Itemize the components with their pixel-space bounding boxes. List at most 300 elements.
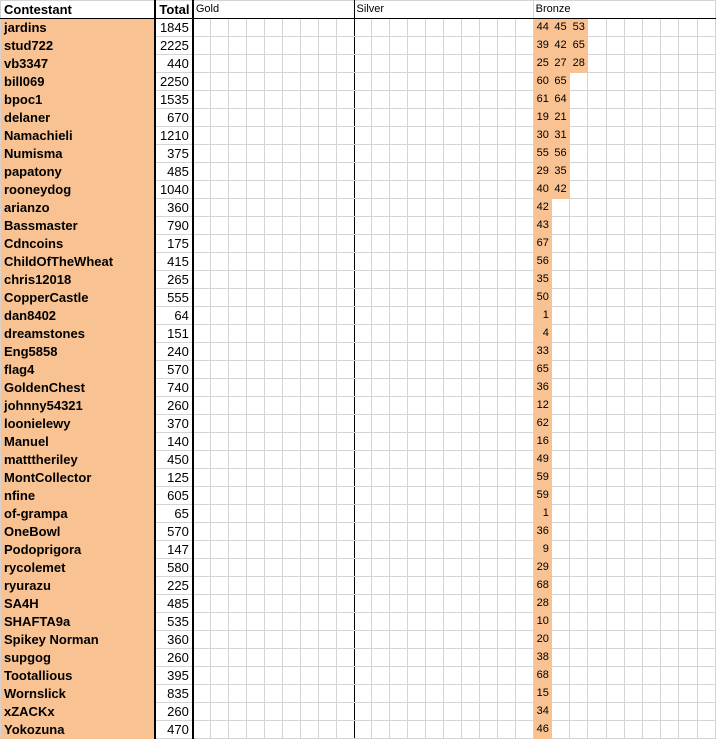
silver-cell[interactable]	[390, 469, 408, 487]
silver-cell[interactable]	[408, 73, 426, 91]
silver-cell[interactable]	[515, 703, 533, 721]
total-cell[interactable]: 605	[155, 487, 192, 505]
silver-cell[interactable]	[390, 307, 408, 325]
gold-cell[interactable]	[247, 253, 265, 271]
bronze-cell[interactable]	[588, 397, 606, 415]
total-cell[interactable]: 370	[155, 415, 192, 433]
gold-cell[interactable]	[300, 181, 318, 199]
bronze-cell[interactable]	[570, 127, 588, 145]
bronze-cell[interactable]	[606, 145, 624, 163]
bronze-cell[interactable]	[642, 253, 660, 271]
bronze-cell[interactable]	[551, 325, 569, 343]
gold-cell[interactable]	[336, 415, 354, 433]
total-cell[interactable]: 360	[155, 199, 192, 217]
silver-cell[interactable]	[497, 325, 515, 343]
bronze-cell[interactable]	[697, 541, 715, 559]
contestant-name-cell[interactable]: ChildOfTheWheat	[1, 253, 156, 271]
silver-cell[interactable]	[426, 181, 444, 199]
silver-cell[interactable]	[461, 235, 479, 253]
bronze-cell[interactable]	[570, 451, 588, 469]
bronze-cell[interactable]	[679, 127, 697, 145]
silver-cell[interactable]	[444, 469, 462, 487]
gold-cell[interactable]	[336, 127, 354, 145]
contestant-name-cell[interactable]: arianzo	[1, 199, 156, 217]
bronze-cell[interactable]	[624, 73, 642, 91]
bronze-cell[interactable]	[697, 595, 715, 613]
gold-cell[interactable]	[282, 559, 300, 577]
silver-cell[interactable]	[515, 361, 533, 379]
bronze-cell[interactable]	[642, 631, 660, 649]
bronze-cell[interactable]	[661, 505, 679, 523]
gold-cell[interactable]	[211, 505, 229, 523]
contestant-name-cell[interactable]: xZACKx	[1, 703, 156, 721]
gold-cell[interactable]	[282, 91, 300, 109]
bronze-cell[interactable]	[642, 721, 660, 739]
bronze-cell[interactable]	[679, 91, 697, 109]
bronze-cell[interactable]	[588, 721, 606, 739]
gold-cell[interactable]	[193, 703, 211, 721]
gold-cell[interactable]	[318, 145, 336, 163]
bronze-cell[interactable]	[606, 217, 624, 235]
gold-cell[interactable]	[211, 649, 229, 667]
bronze-value-cell[interactable]: 65	[570, 37, 588, 55]
contestant-name-cell[interactable]: nfine	[1, 487, 156, 505]
bronze-value-cell[interactable]: 42	[551, 181, 569, 199]
total-cell[interactable]: 225	[155, 577, 192, 595]
bronze-cell[interactable]	[661, 361, 679, 379]
contestant-name-cell[interactable]: bill069	[1, 73, 156, 91]
bronze-cell[interactable]	[642, 325, 660, 343]
silver-cell[interactable]	[461, 289, 479, 307]
silver-cell[interactable]	[444, 181, 462, 199]
gold-cell[interactable]	[300, 469, 318, 487]
gold-cell[interactable]	[318, 325, 336, 343]
bronze-value-cell[interactable]: 59	[533, 469, 551, 487]
gold-cell[interactable]	[282, 163, 300, 181]
gold-cell[interactable]	[211, 415, 229, 433]
bronze-value-cell[interactable]: 1	[533, 307, 551, 325]
silver-cell[interactable]	[461, 109, 479, 127]
gold-cell[interactable]	[300, 253, 318, 271]
total-cell[interactable]: 151	[155, 325, 192, 343]
bronze-cell[interactable]	[679, 397, 697, 415]
silver-cell[interactable]	[497, 91, 515, 109]
gold-cell[interactable]	[282, 541, 300, 559]
silver-cell[interactable]	[515, 325, 533, 343]
gold-cell[interactable]	[229, 433, 247, 451]
silver-cell[interactable]	[354, 325, 372, 343]
total-cell[interactable]: 1040	[155, 181, 192, 199]
contestant-name-cell[interactable]: dreamstones	[1, 325, 156, 343]
gold-cell[interactable]	[193, 451, 211, 469]
silver-cell[interactable]	[461, 559, 479, 577]
gold-cell[interactable]	[229, 667, 247, 685]
silver-cell[interactable]	[426, 163, 444, 181]
gold-cell[interactable]	[247, 163, 265, 181]
bronze-cell[interactable]	[642, 163, 660, 181]
silver-cell[interactable]	[515, 451, 533, 469]
gold-cell[interactable]	[282, 451, 300, 469]
silver-cell[interactable]	[497, 415, 515, 433]
contestant-name-cell[interactable]: Numisma	[1, 145, 156, 163]
bronze-cell[interactable]	[606, 451, 624, 469]
gold-cell[interactable]	[300, 325, 318, 343]
silver-cell[interactable]	[354, 55, 372, 73]
silver-cell[interactable]	[444, 163, 462, 181]
silver-cell[interactable]	[354, 307, 372, 325]
contestant-name-cell[interactable]: Tootallious	[1, 667, 156, 685]
bronze-cell[interactable]	[588, 487, 606, 505]
silver-cell[interactable]	[390, 73, 408, 91]
silver-cell[interactable]	[372, 631, 390, 649]
gold-cell[interactable]	[318, 505, 336, 523]
bronze-cell[interactable]	[588, 325, 606, 343]
bronze-cell[interactable]	[606, 325, 624, 343]
silver-cell[interactable]	[444, 91, 462, 109]
gold-cell[interactable]	[264, 397, 282, 415]
silver-cell[interactable]	[372, 253, 390, 271]
silver-cell[interactable]	[390, 199, 408, 217]
gold-cell[interactable]	[282, 145, 300, 163]
silver-cell[interactable]	[461, 181, 479, 199]
silver-cell[interactable]	[426, 523, 444, 541]
silver-cell[interactable]	[479, 613, 497, 631]
gold-cell[interactable]	[264, 145, 282, 163]
gold-cell[interactable]	[300, 577, 318, 595]
total-header[interactable]: Total	[155, 1, 192, 19]
total-cell[interactable]: 450	[155, 451, 192, 469]
bronze-cell[interactable]	[570, 721, 588, 739]
gold-cell[interactable]	[211, 721, 229, 739]
silver-cell[interactable]	[390, 271, 408, 289]
gold-cell[interactable]	[282, 235, 300, 253]
bronze-cell[interactable]	[551, 343, 569, 361]
bronze-cell[interactable]	[661, 55, 679, 73]
gold-cell[interactable]	[229, 703, 247, 721]
bronze-cell[interactable]	[642, 271, 660, 289]
bronze-cell[interactable]	[551, 703, 569, 721]
silver-cell[interactable]	[372, 649, 390, 667]
silver-cell[interactable]	[497, 361, 515, 379]
bronze-cell[interactable]	[697, 145, 715, 163]
gold-cell[interactable]	[211, 667, 229, 685]
bronze-cell[interactable]	[606, 649, 624, 667]
bronze-cell[interactable]	[697, 199, 715, 217]
gold-cell[interactable]	[193, 379, 211, 397]
silver-cell[interactable]	[461, 307, 479, 325]
bronze-cell[interactable]	[679, 343, 697, 361]
gold-cell[interactable]	[282, 613, 300, 631]
bronze-cell[interactable]	[606, 109, 624, 127]
gold-cell[interactable]	[264, 253, 282, 271]
gold-cell[interactable]	[336, 451, 354, 469]
bronze-cell[interactable]	[697, 235, 715, 253]
silver-cell[interactable]	[461, 541, 479, 559]
gold-cell[interactable]	[247, 631, 265, 649]
bronze-cell[interactable]	[679, 325, 697, 343]
bronze-cell[interactable]	[697, 73, 715, 91]
silver-cell[interactable]	[408, 253, 426, 271]
gold-cell[interactable]	[229, 721, 247, 739]
bronze-cell[interactable]	[624, 181, 642, 199]
bronze-cell[interactable]	[642, 523, 660, 541]
silver-cell[interactable]	[479, 343, 497, 361]
silver-cell[interactable]	[372, 343, 390, 361]
contestant-name-cell[interactable]: ryurazu	[1, 577, 156, 595]
bronze-cell[interactable]	[661, 523, 679, 541]
silver-cell[interactable]	[354, 145, 372, 163]
gold-cell[interactable]	[193, 55, 211, 73]
silver-cell[interactable]	[497, 199, 515, 217]
silver-cell[interactable]	[408, 577, 426, 595]
bronze-value-cell[interactable]: 31	[551, 127, 569, 145]
silver-cell[interactable]	[515, 415, 533, 433]
gold-cell[interactable]	[336, 199, 354, 217]
silver-cell[interactable]	[372, 433, 390, 451]
contestant-name-cell[interactable]: Namachieli	[1, 127, 156, 145]
silver-cell[interactable]	[390, 415, 408, 433]
silver-cell[interactable]	[390, 361, 408, 379]
bronze-cell[interactable]	[588, 361, 606, 379]
gold-cell[interactable]	[229, 181, 247, 199]
gold-cell[interactable]	[193, 487, 211, 505]
silver-cell[interactable]	[390, 253, 408, 271]
silver-cell[interactable]	[390, 181, 408, 199]
silver-cell[interactable]	[354, 127, 372, 145]
silver-cell[interactable]	[479, 361, 497, 379]
silver-cell[interactable]	[479, 307, 497, 325]
bronze-cell[interactable]	[624, 289, 642, 307]
bronze-cell[interactable]	[588, 181, 606, 199]
gold-cell[interactable]	[211, 253, 229, 271]
gold-cell[interactable]	[247, 361, 265, 379]
gold-cell[interactable]	[318, 487, 336, 505]
gold-cell[interactable]	[247, 667, 265, 685]
bronze-cell[interactable]	[624, 721, 642, 739]
bronze-cell[interactable]	[606, 73, 624, 91]
silver-cell[interactable]	[372, 55, 390, 73]
silver-cell[interactable]	[426, 289, 444, 307]
bronze-cell[interactable]	[642, 127, 660, 145]
gold-cell[interactable]	[247, 307, 265, 325]
gold-cell[interactable]	[318, 37, 336, 55]
silver-cell[interactable]	[444, 667, 462, 685]
silver-cell[interactable]	[354, 523, 372, 541]
gold-cell[interactable]	[336, 487, 354, 505]
silver-cell[interactable]	[426, 415, 444, 433]
gold-cell[interactable]	[336, 577, 354, 595]
bronze-value-cell[interactable]: 28	[570, 55, 588, 73]
contestant-name-cell[interactable]: of-grampa	[1, 505, 156, 523]
bronze-value-cell[interactable]: 42	[551, 37, 569, 55]
bronze-cell[interactable]	[606, 127, 624, 145]
total-cell[interactable]: 415	[155, 253, 192, 271]
total-cell[interactable]: 555	[155, 289, 192, 307]
silver-cell[interactable]	[354, 37, 372, 55]
bronze-header[interactable]: Bronze	[533, 1, 715, 19]
gold-cell[interactable]	[211, 307, 229, 325]
bronze-cell[interactable]	[588, 127, 606, 145]
bronze-cell[interactable]	[661, 307, 679, 325]
bronze-value-cell[interactable]: 39	[533, 37, 551, 55]
gold-cell[interactable]	[282, 433, 300, 451]
gold-cell[interactable]	[229, 235, 247, 253]
silver-cell[interactable]	[390, 559, 408, 577]
bronze-cell[interactable]	[661, 397, 679, 415]
silver-cell[interactable]	[497, 235, 515, 253]
bronze-cell[interactable]	[551, 235, 569, 253]
gold-cell[interactable]	[211, 559, 229, 577]
silver-cell[interactable]	[497, 19, 515, 37]
contestant-header[interactable]: Contestant	[1, 1, 156, 19]
silver-cell[interactable]	[444, 397, 462, 415]
silver-cell[interactable]	[515, 73, 533, 91]
gold-cell[interactable]	[336, 37, 354, 55]
bronze-cell[interactable]	[624, 505, 642, 523]
silver-cell[interactable]	[408, 649, 426, 667]
bronze-cell[interactable]	[551, 559, 569, 577]
bronze-cell[interactable]	[588, 271, 606, 289]
bronze-cell[interactable]	[679, 433, 697, 451]
bronze-cell[interactable]	[642, 19, 660, 37]
silver-cell[interactable]	[390, 145, 408, 163]
bronze-cell[interactable]	[624, 559, 642, 577]
silver-cell[interactable]	[408, 217, 426, 235]
bronze-cell[interactable]	[642, 703, 660, 721]
bronze-cell[interactable]	[570, 91, 588, 109]
bronze-cell[interactable]	[642, 505, 660, 523]
gold-cell[interactable]	[264, 505, 282, 523]
gold-cell[interactable]	[336, 307, 354, 325]
silver-cell[interactable]	[354, 595, 372, 613]
total-cell[interactable]: 1845	[155, 19, 192, 37]
bronze-cell[interactable]	[606, 487, 624, 505]
bronze-cell[interactable]	[624, 667, 642, 685]
gold-cell[interactable]	[211, 19, 229, 37]
silver-cell[interactable]	[461, 703, 479, 721]
gold-cell[interactable]	[229, 91, 247, 109]
silver-cell[interactable]	[479, 37, 497, 55]
gold-cell[interactable]	[300, 127, 318, 145]
silver-cell[interactable]	[479, 595, 497, 613]
silver-cell[interactable]	[426, 19, 444, 37]
gold-cell[interactable]	[247, 397, 265, 415]
gold-cell[interactable]	[247, 73, 265, 91]
silver-cell[interactable]	[497, 487, 515, 505]
silver-cell[interactable]	[354, 379, 372, 397]
silver-cell[interactable]	[372, 19, 390, 37]
gold-cell[interactable]	[282, 505, 300, 523]
total-cell[interactable]: 260	[155, 649, 192, 667]
bronze-cell[interactable]	[551, 523, 569, 541]
gold-cell[interactable]	[264, 73, 282, 91]
gold-cell[interactable]	[336, 325, 354, 343]
silver-cell[interactable]	[408, 55, 426, 73]
bronze-cell[interactable]	[661, 109, 679, 127]
bronze-cell[interactable]	[606, 397, 624, 415]
total-cell[interactable]: 265	[155, 271, 192, 289]
silver-cell[interactable]	[354, 721, 372, 739]
silver-cell[interactable]	[372, 235, 390, 253]
gold-cell[interactable]	[300, 307, 318, 325]
gold-cell[interactable]	[300, 415, 318, 433]
bronze-cell[interactable]	[697, 559, 715, 577]
gold-cell[interactable]	[211, 613, 229, 631]
contestant-name-cell[interactable]: CopperCastle	[1, 289, 156, 307]
gold-cell[interactable]	[193, 145, 211, 163]
silver-cell[interactable]	[479, 163, 497, 181]
total-cell[interactable]: 470	[155, 721, 192, 739]
silver-cell[interactable]	[461, 199, 479, 217]
bronze-cell[interactable]	[679, 145, 697, 163]
silver-cell[interactable]	[515, 685, 533, 703]
contestant-name-cell[interactable]: delaner	[1, 109, 156, 127]
gold-cell[interactable]	[247, 199, 265, 217]
gold-cell[interactable]	[211, 523, 229, 541]
bronze-cell[interactable]	[697, 217, 715, 235]
silver-cell[interactable]	[408, 91, 426, 109]
silver-cell[interactable]	[497, 289, 515, 307]
silver-cell[interactable]	[515, 109, 533, 127]
gold-cell[interactable]	[318, 469, 336, 487]
silver-cell[interactable]	[426, 253, 444, 271]
silver-cell[interactable]	[390, 127, 408, 145]
silver-cell[interactable]	[461, 379, 479, 397]
bronze-value-cell[interactable]: 68	[533, 577, 551, 595]
gold-cell[interactable]	[193, 217, 211, 235]
gold-cell[interactable]	[300, 451, 318, 469]
gold-cell[interactable]	[247, 559, 265, 577]
gold-cell[interactable]	[336, 559, 354, 577]
bronze-cell[interactable]	[679, 577, 697, 595]
gold-cell[interactable]	[211, 91, 229, 109]
gold-cell[interactable]	[336, 145, 354, 163]
gold-cell[interactable]	[264, 541, 282, 559]
silver-cell[interactable]	[497, 559, 515, 577]
bronze-cell[interactable]	[570, 577, 588, 595]
bronze-cell[interactable]	[642, 379, 660, 397]
silver-cell[interactable]	[426, 433, 444, 451]
bronze-value-cell[interactable]: 9	[533, 541, 551, 559]
gold-cell[interactable]	[282, 109, 300, 127]
total-cell[interactable]: 65	[155, 505, 192, 523]
gold-cell[interactable]	[247, 721, 265, 739]
contestant-name-cell[interactable]: stud722	[1, 37, 156, 55]
silver-cell[interactable]	[426, 55, 444, 73]
bronze-value-cell[interactable]: 49	[533, 451, 551, 469]
gold-cell[interactable]	[264, 163, 282, 181]
bronze-cell[interactable]	[588, 505, 606, 523]
bronze-cell[interactable]	[588, 685, 606, 703]
bronze-value-cell[interactable]: 53	[570, 19, 588, 37]
bronze-cell[interactable]	[624, 685, 642, 703]
silver-cell[interactable]	[426, 505, 444, 523]
gold-cell[interactable]	[282, 37, 300, 55]
silver-cell[interactable]	[479, 199, 497, 217]
bronze-cell[interactable]	[624, 199, 642, 217]
bronze-value-cell[interactable]: 12	[533, 397, 551, 415]
bronze-cell[interactable]	[679, 415, 697, 433]
silver-cell[interactable]	[461, 397, 479, 415]
gold-cell[interactable]	[247, 451, 265, 469]
silver-cell[interactable]	[390, 685, 408, 703]
silver-cell[interactable]	[408, 631, 426, 649]
silver-cell[interactable]	[515, 217, 533, 235]
bronze-cell[interactable]	[588, 55, 606, 73]
total-cell[interactable]: 260	[155, 703, 192, 721]
silver-cell[interactable]	[444, 595, 462, 613]
gold-cell[interactable]	[229, 325, 247, 343]
